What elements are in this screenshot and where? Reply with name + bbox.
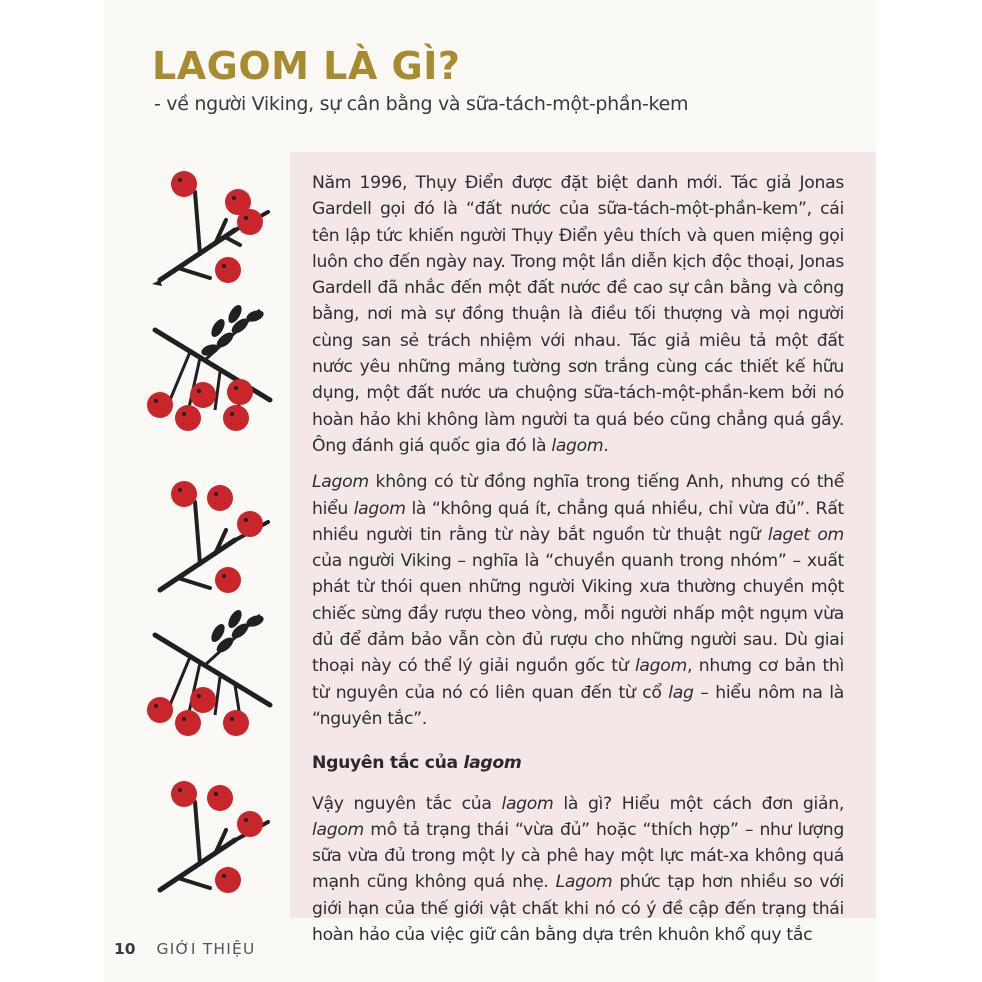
- paragraph-2: Lagom không có từ đồng nghĩa trong tiếng Anh, nhưng có thể hiểu lagom là “không quá ít, chẳng quá nhiều, chỉ vừa đủ”. Rất nhiều người tin rằng từ này bắt nguồn từ thuật ngữ laget om của người Viking – nghĩa là “chuyền quanh trong nhóm” – xuất phát từ thói quen những người Viking xưa thường chuyền một chiếc sừng đầy rượu theo vòng, mỗi người nhấp một ngụm vừa đủ để đảm bảo vẫn còn đủ rượu cho những người sau. Dù giai thoại này có thể lý giải nguồn gốc từ lagom, nhưng cơ bản thì từ nguyên của nó có liên quan đến từ cổ lag – hiểu nôm na là “nguyên tắc”.: [312, 472, 845, 729]
- leaf-sprig-icon: [147, 608, 270, 736]
- body-text: [312, 170, 844, 958]
- section-label: GIỚI THIỆU: [156, 940, 256, 958]
- berry-branch-icon: [160, 781, 268, 893]
- berry-branch-icon: [160, 481, 268, 593]
- berry-decoration: [140, 150, 290, 910]
- page-footer: [114, 940, 256, 958]
- paragraph-3: Vậy nguyên tắc của lagom là gì? Hiểu một cách đơn giản, lagom mô tả trạng thái “vừa đủ” hoặc “thích hợp” – như lượng sữa vừa đủ trong một ly cà phê hay một lực mát-xa không quá mạnh cũng không quá nhẹ. Lagom phức tạp hơn nhiều so với giới hạn của thế giới vật chất khi nó có ý đề cập đến trạng thái hoàn hảo của việc giữ cân bằng dựa trên khuôn khổ quy tắc: [312, 793, 844, 946]
- page-number: 10: [114, 940, 136, 958]
- paragraph-1: Năm 1996, Thụy Điển được đặt biệt danh mới. Tác giả Jonas Gardell gọi đó là “đất nước của sữa-tách-một-phần-kem”, cái tên lập tức khiến người Thụy Điển yêu thích và quen miệng gọi luôn cho đến ngày nay. Trong một lần diễn kịch độc thoại, Jonas Gardell đã nhắc đến một đất nước đề cao sự cân bằng và công bằng, nơi mà sự đồng thuận là điều tối thượng và mọi người cùng san sẻ trách nhiệm với nhau. Tác giả miêu tả một đất nước yêu những mảng tường sơn trắng cùng các thiết kế hữu dụng, một đất nước ưa chuộng sữa-tách-một-phần-kem bởi nó hoàn hảo khi không làm người ta quá béo cũng chẳng quá gầy. Ông đánh giá quốc gia đó là lagom.: [312, 173, 844, 456]
- leaf-sprig-icon: [147, 303, 270, 431]
- section-heading: Nguyên tắc của lagom: [312, 753, 522, 774]
- berry-branch-icon: [152, 171, 268, 286]
- page-title: LAGOM LÀ GÌ?: [152, 44, 461, 88]
- page-subtitle: - về người Viking, sự cân bằng và sữa-tách-một-phần-kem: [154, 93, 689, 115]
